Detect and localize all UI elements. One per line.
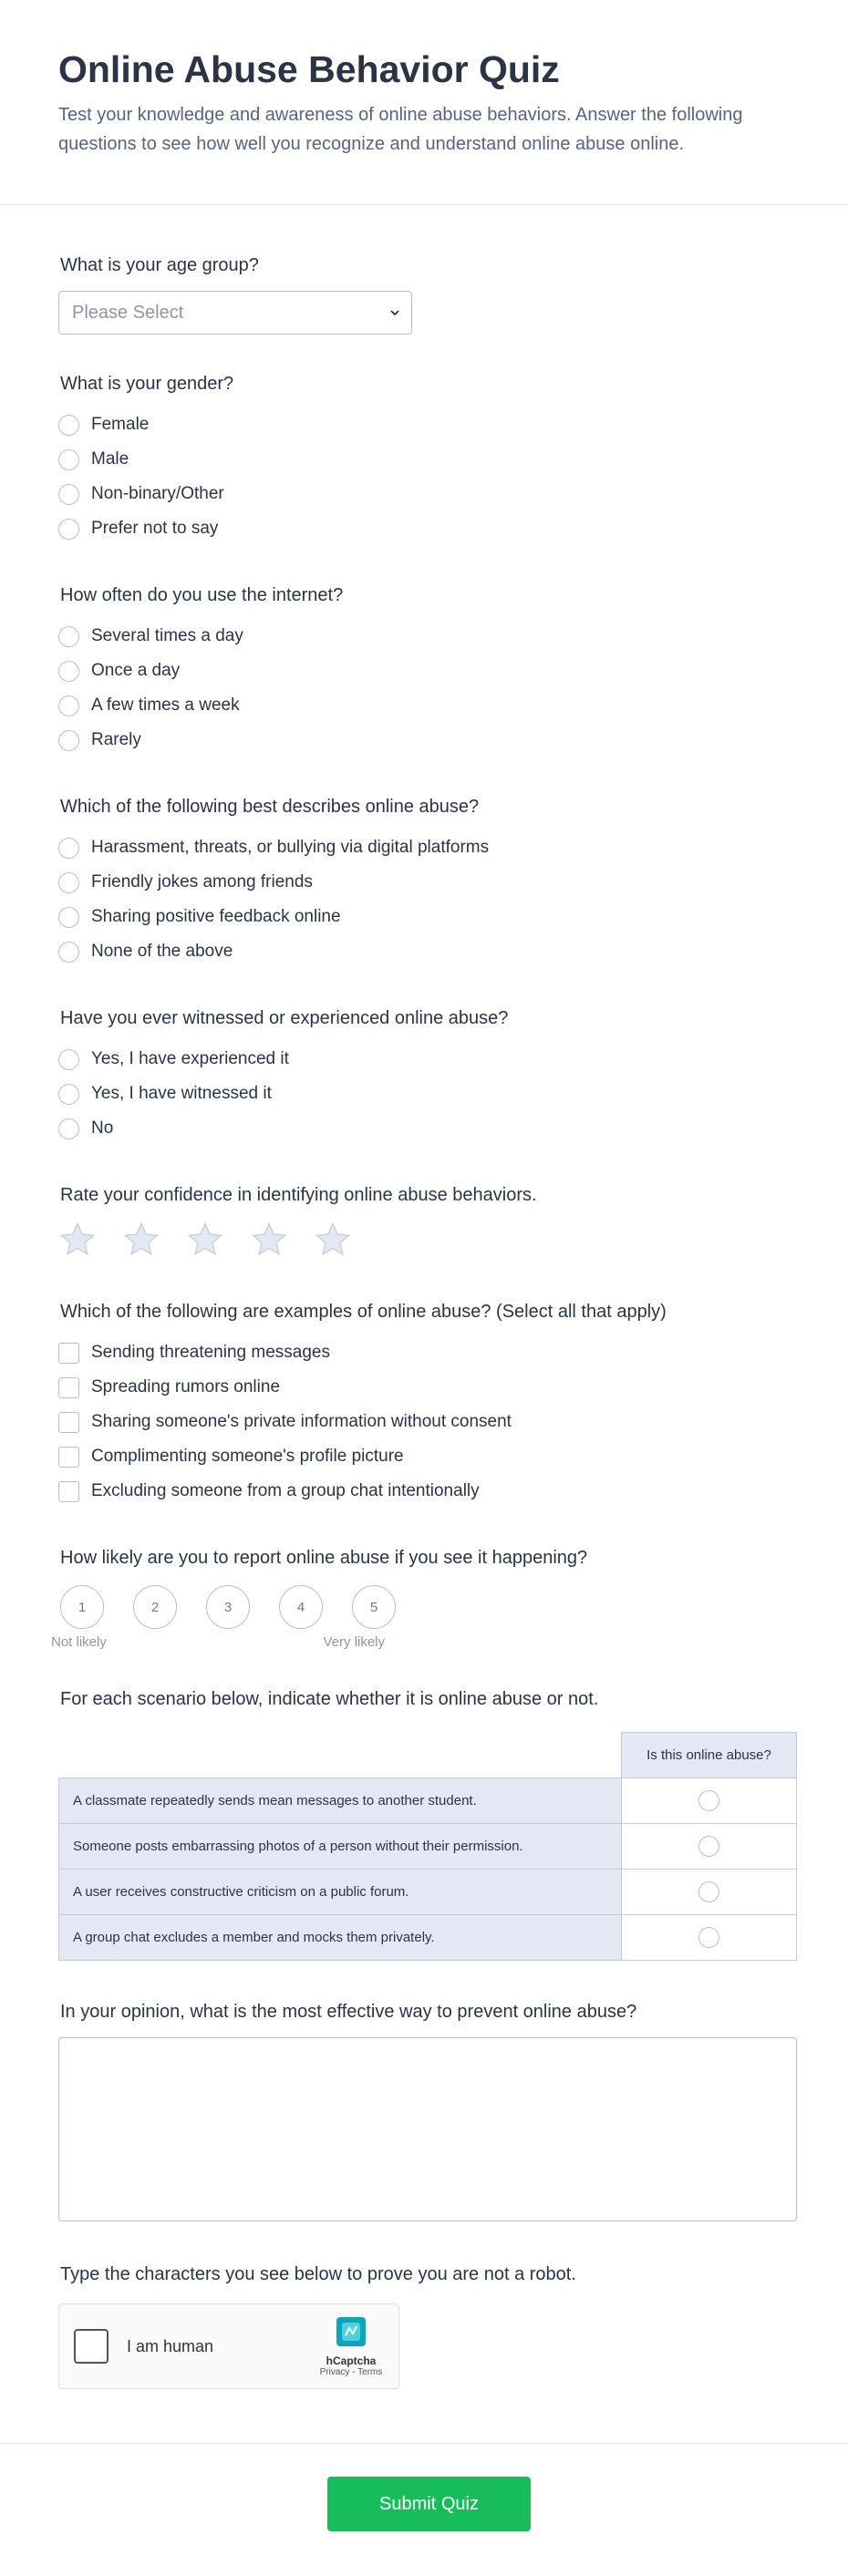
question-gender [58,371,790,546]
matrix-corner [59,1733,622,1778]
option-label: Sharing positive feedback online [91,907,341,926]
checkbox-option[interactable] [58,1335,790,1370]
radio-button[interactable] [698,1790,719,1811]
question-label: Rate your confidence in identifying online abuse behaviors. [60,1185,537,1205]
star-icon[interactable] [314,1221,352,1259]
radio-button[interactable] [58,838,79,859]
radio-button[interactable] [58,942,79,963]
matrix-cell [622,1870,797,1915]
radio-option[interactable] [58,900,790,934]
radio-option[interactable] [58,934,790,969]
option-label: Several times a day [91,626,243,645]
submit-button[interactable]: Submit Quiz [327,2477,531,2531]
radio-option[interactable] [58,1042,790,1077]
age-group-dropdown[interactable] [58,291,412,335]
radio-option[interactable] [58,511,790,546]
form-header [0,0,848,205]
captcha-branding [315,2313,388,2378]
checkbox-option[interactable] [58,1439,790,1474]
checkbox[interactable] [58,1343,79,1364]
page-title: Online Abuse Behavior Quiz [58,48,560,90]
question-label: Which of the following best describes online abuse? [60,797,480,817]
matrix-row [59,1778,797,1824]
question-captcha [58,2262,790,2389]
radio-button[interactable] [58,1118,79,1139]
checkbox-option[interactable] [58,1474,790,1509]
option-label: Excluding someone from a group chat intentionally [91,1481,480,1500]
question-label: In your opinion, what is the most effective way to prevent online abuse? [60,2002,637,2022]
scale-option-5[interactable]: 5 [352,1585,396,1629]
scale-labels [51,1634,385,1650]
radio-option[interactable] [58,619,790,654]
captcha-brand: hCaptcha [326,2354,377,2367]
question-opinion [58,1999,790,2221]
chevron-down-icon [389,307,400,318]
question-label: Have you ever witnessed or experienced online abuse? [60,1008,509,1028]
option-label: A few times a week [91,696,240,715]
matrix-column-header: Is this online abuse? [622,1733,797,1778]
scale-low-label: Not likely [51,1634,107,1650]
question-examples [58,1299,790,1509]
radio-option[interactable] [58,723,790,757]
option-label: Complimenting someone's profile picture [91,1447,404,1466]
radio-button[interactable] [58,730,79,751]
radio-option[interactable] [58,407,790,442]
question-label: What is your gender? [60,374,234,394]
scenario-matrix [58,1732,797,1961]
radio-option[interactable] [58,477,790,511]
quiz-form [0,252,848,2389]
option-label: No [91,1118,114,1138]
matrix-row [59,1915,797,1961]
matrix-row-label: Someone posts embarrassing photos of a person without their permission. [59,1824,622,1870]
dropdown-placeholder: Please Select [72,302,184,323]
radio-button[interactable] [58,449,79,470]
option-label: Sending threatening messages [91,1343,330,1362]
radio-button[interactable] [698,1881,719,1902]
question-label: Which of the following are examples of online abuse? (Select all that apply) [60,1302,667,1322]
star-rating [58,1221,790,1259]
question-describe-abuse [58,794,790,969]
option-label: None of the above [91,942,233,961]
radio-option[interactable] [58,1111,790,1146]
page-subtitle: Test your knowledge and awareness of online abuse behaviors. Answer the following questions to see how well you recognize and understand online abuse online. [58,105,743,154]
question-scenarios [58,1686,790,1961]
radio-button[interactable] [58,626,79,647]
matrix-cell [622,1824,797,1870]
star-icon[interactable] [122,1221,160,1259]
option-label: Prefer not to say [91,519,219,538]
matrix-row [59,1870,797,1915]
matrix-cell [622,1915,797,1961]
option-label: Rarely [91,730,141,749]
matrix-row-label: A classmate repeatedly sends mean messages to another student. [59,1778,622,1824]
radio-button[interactable] [58,1084,79,1105]
checkbox-option[interactable] [58,1370,790,1405]
matrix-cell [622,1778,797,1824]
option-label: Harassment, threats, or bullying via digital platforms [91,838,490,857]
option-label: Yes, I have witnessed it [91,1084,272,1103]
radio-option[interactable] [58,865,790,900]
question-label: Type the characters you see below to prove you are not a robot. [60,2264,576,2284]
checkbox[interactable] [58,1447,79,1468]
checkbox-option[interactable] [58,1405,790,1439]
star-icon[interactable] [186,1221,224,1259]
radio-option[interactable] [58,654,790,688]
scale-option-4[interactable]: 4 [279,1585,323,1629]
option-label: Friendly jokes among friends [91,872,313,891]
question-label: For each scenario below, indicate whether it is online abuse or not. [60,1689,599,1709]
hcaptcha-widget [58,2303,399,2389]
option-label: Sharing someone's private information without consent [91,1412,512,1431]
checkbox[interactable] [58,1481,79,1502]
option-label: Male [91,449,129,469]
question-confidence [58,1182,790,1259]
hcaptcha-logo-icon [333,2313,369,2350]
captcha-checkbox[interactable] [74,2329,109,2364]
scale-rating [58,1585,790,1629]
question-internet-usage [58,582,790,757]
matrix-row [59,1824,797,1870]
option-label: Once a day [91,661,181,680]
option-label: Spreading rumors online [91,1377,281,1396]
radio-button[interactable] [58,661,79,682]
radio-button[interactable] [698,1836,719,1857]
radio-option[interactable] [58,688,790,723]
form-footer [0,2443,848,2576]
radio-button[interactable] [58,484,79,505]
scale-option-2[interactable]: 2 [133,1585,177,1629]
star-icon[interactable] [58,1221,97,1259]
checkbox[interactable] [58,1412,79,1433]
captcha-links[interactable]: Privacy - Terms [319,2367,383,2377]
opinion-textarea[interactable] [58,2037,797,2221]
radio-option[interactable] [58,442,790,477]
scale-option-1[interactable]: 1 [60,1585,104,1629]
radio-button[interactable] [58,1049,79,1070]
matrix-row-label: A user receives constructive criticism on a public forum. [59,1870,622,1915]
question-label: How likely are you to report online abuse if you see it happening? [60,1548,588,1568]
captcha-label: I am human [127,2336,214,2355]
matrix-row-label: A group chat excludes a member and mocks them privately. [59,1915,622,1961]
scale-option-3[interactable]: 3 [206,1585,250,1629]
option-label: Non-binary/Other [91,484,224,503]
radio-button[interactable] [58,415,79,436]
question-report-likelihood [51,1545,790,1650]
radio-option[interactable] [58,830,790,865]
scale-high-label: Very likely [323,1634,385,1650]
checkbox[interactable] [58,1377,79,1398]
radio-option[interactable] [58,1077,790,1111]
question-label: What is your age group? [60,255,259,275]
radio-button[interactable] [58,519,79,540]
question-age [58,252,790,335]
option-label: Female [91,415,150,434]
radio-button[interactable] [698,1927,719,1948]
star-icon[interactable] [250,1221,288,1259]
question-witnessed [58,1005,790,1146]
option-label: Yes, I have experienced it [91,1049,289,1068]
radio-button[interactable] [58,872,79,893]
question-label: How often do you use the internet? [60,585,344,605]
radio-button[interactable] [58,696,79,716]
radio-button[interactable] [58,907,79,928]
